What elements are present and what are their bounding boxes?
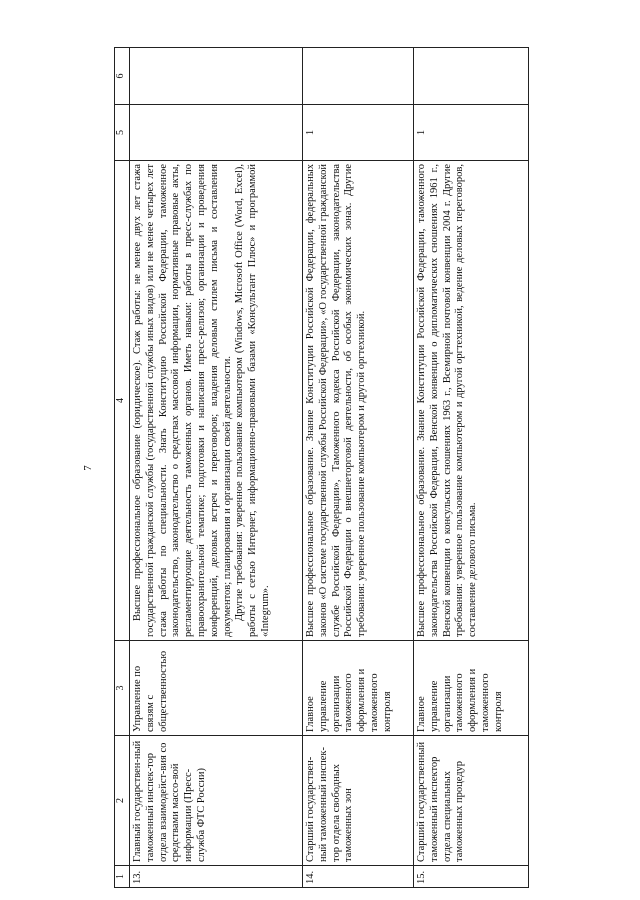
- column-6-value: [414, 48, 529, 105]
- row-number: 14.: [303, 866, 414, 888]
- column-6-value: [303, 48, 414, 105]
- column-number: 4: [115, 161, 130, 641]
- column-number: 6: [115, 48, 130, 105]
- qualification-requirements: [414, 161, 529, 641]
- qualification-requirements: [130, 161, 303, 641]
- row-number: 13.: [130, 866, 303, 888]
- requirements-paragraph: Высшее профессиональное образование. Знание Конституции Российской Федерации, таможенного законодательства Российской Федерации, Венской конвенции о дипломатических сношениях 1961 г., Венской конвенции о консульских сношениях 1963 г., Всемирной почтовой конвенции 2004 г. Другие требования: уверенное пользование компьютером и другой оргтехникой, ведение деловых переговоров, составление делового письма.: [416, 164, 479, 637]
- column-6-value: [130, 48, 303, 105]
- column-5-value: [130, 105, 303, 161]
- qualification-requirements: [303, 161, 414, 641]
- column-number: 3: [115, 641, 130, 736]
- column-number: 5: [115, 105, 130, 161]
- row-number: 15.: [414, 866, 529, 888]
- division-name: Главное управление организации таможенного оформления и таможенного контроля: [303, 641, 414, 736]
- column-5-value: 1: [414, 105, 529, 161]
- column-5-value: 1: [303, 105, 414, 161]
- staffing-table: [114, 47, 529, 888]
- requirements-paragraph: Другие требования: уверенное пользование компьютером (Windows, Microsoft Office (Word, Excel), работы с сетью Интернет, информационно-правовыми базами «Консультант Плюс» и программой «Integrum».: [234, 164, 271, 637]
- requirements-paragraph: Высшее профессиональное образование (юридическое). Стаж работы: не менее двух лет стажа государственной гражданской службы (государственной службы иных видов) или не менее четырех лет стажа работы по специальности. Знать Конституцию Российской Федерации, таможенное законодательство, законодательство о средствах массовой информации, нормативные правовые акты, регламентирующие деятельность таможенных органов. Иметь навыки: работы в пресс-службах по правоохранительной тематике; подготовки и написания пресс-релизов; организации и проведения конференций, деловых встреч и переговоров; владения деловым стилем письма и составления документов; планирования и организации своей деятельности.: [132, 164, 233, 637]
- requirements-paragraph: Высшее профессиональное образование. Знание Конституции Российской Федерации, федеральных законов «О системе государственной службы Российской Федерации», «О государственной гражданской службе Российской Федерации», Таможенного кодекса Российской Федерации, законодательства Российской Федерации о внешнеторговой деятельности, об особых экономических зонах. Другие требования: уверенное пользование компьютером и другой оргтехникой.: [305, 164, 368, 637]
- rotated-document-page: [78, 38, 618, 898]
- table-row: [303, 48, 414, 888]
- page-number: 7: [82, 465, 94, 471]
- column-number: 2: [115, 736, 130, 866]
- division-name: Главное управление организации таможенного оформления и таможенного контроля: [414, 641, 529, 736]
- table-row: [130, 48, 303, 888]
- column-number-row: [115, 48, 130, 888]
- table-row: [414, 48, 529, 888]
- position-title: Главный государствен-ный таможенный инспек-тор отдела взаимодейст-вия со средствами массо-вой информации (Пресс-служба ФТС России): [130, 736, 303, 866]
- position-title: Старший государствен-ный таможенный инспек-тор отдела свободных таможенных зон: [303, 736, 414, 866]
- position-title: Старший государственный таможенный инспектор отдела специальных таможенных процедур: [414, 736, 529, 866]
- division-name: Управление по связям с общественностью: [130, 641, 303, 736]
- column-number: 1: [115, 866, 130, 888]
